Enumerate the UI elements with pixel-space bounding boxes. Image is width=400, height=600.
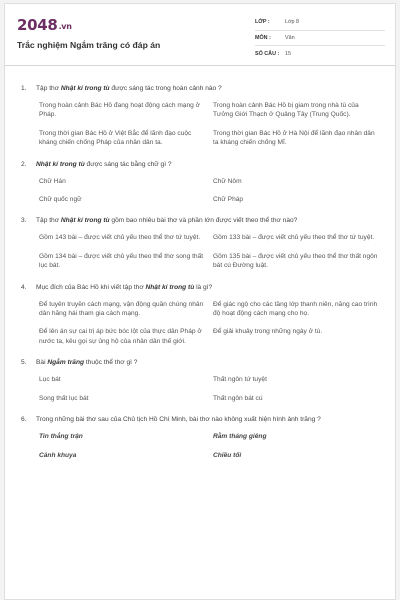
answer-option[interactable]: Chữ Pháp [213, 196, 244, 204]
answer-option[interactable]: Gồm 143 bài – được viết chủ yếu theo thể thơ tứ tuyệt. [39, 234, 201, 242]
answer-option[interactable]: Tin thắng trận [39, 433, 83, 441]
answer-option[interactable]: Cảnh khuya [39, 451, 77, 459]
answer-options [39, 432, 396, 460]
site-logo[interactable] [17, 16, 72, 34]
answer-option[interactable]: Thất ngôn bát cú [213, 394, 263, 402]
answer-option[interactable]: Lục bát [39, 376, 61, 384]
question-text [5, 283, 396, 292]
answer-option[interactable]: Để giác ngộ cho các tầng lớp thanh niên, năng cao trình độ hoạt động cách mạng cho họ. [213, 300, 378, 318]
answer-option[interactable]: Trong thời gian Bác Hồ ở Việt Bắc để lãnh đạo cuộc kháng chiến chống Pháp của nhân dân ta. [39, 129, 192, 147]
question-emphasis: Nhật kí trong tù [145, 283, 195, 291]
question-text [5, 216, 396, 225]
document-header [5, 4, 395, 66]
answer-option[interactable]: Gồm 134 bài – được viết chủ yếu theo thể thơ song thất lục bát. [39, 252, 204, 270]
answer-option[interactable]: Trong thời gian Bác Hồ ở Hà Nội để lãnh đạo nhân dân ta kháng chiến chống Mĩ. [213, 129, 375, 147]
question-text-part: được sáng tác trong hoàn cảnh nào ? [109, 85, 222, 92]
question-item [5, 283, 396, 347]
question-number: 6. [21, 416, 27, 424]
logo-domain: .vn [58, 22, 72, 31]
question-text [5, 358, 396, 367]
answer-option[interactable]: Chiều tối [213, 451, 242, 459]
question-number: 1. [21, 85, 27, 92]
question-emphasis: Nhật kí trong tù [60, 85, 110, 92]
answer-option[interactable]: Gồm 135 bài – được viết chủ yếu theo thể thơ thất ngôn bát cú Đường luật. [213, 252, 378, 270]
answer-option[interactable]: Chữ quốc ngữ [39, 196, 82, 204]
question-text-part: Mục đích của Bác Hồ khi viết tập thơ [36, 283, 146, 291]
answer-options [39, 375, 396, 403]
question-item [5, 415, 396, 460]
answer-options [39, 101, 396, 148]
answer-option[interactable]: Trong hoàn cảnh Bác Hồ bị giam trong nhà tù của Tưởng Giới Thạch ở Quảng Tây (Trung Quốc). [213, 102, 359, 119]
question-text [5, 84, 396, 93]
meta-value: Lớp 8 [285, 19, 300, 26]
answer-option[interactable]: Gồm 133 bài – được viết chủ yếu theo thể thơ tứ tuyệt. [213, 234, 375, 242]
question-emphasis: Nhật kí trong tù [36, 160, 85, 168]
answer-option[interactable]: Để lên án sự cai trị áp bức bóc lột của thực dân Pháp ở nước ta, kêu gọi sự ủng hộ của nhân dân thế giới. [39, 328, 202, 345]
question-text [5, 415, 396, 424]
meta-value: 15 [285, 50, 291, 57]
question-emphasis: Ngắm trăng [47, 359, 85, 367]
question-item [5, 160, 396, 205]
document-sheet [4, 3, 396, 600]
question-number: 5. [21, 359, 27, 367]
question-text-part: được sáng tác bằng chữ gì ? [84, 160, 172, 168]
document-title: Trắc nghiệm Ngắm trăng có đáp án [17, 40, 161, 50]
answer-option[interactable]: Rằm tháng giêng [213, 433, 267, 441]
question-item [5, 216, 396, 270]
question-text-part: thuộc thể thơ gì ? [84, 359, 138, 367]
question-emphasis: Nhật kí trong tù [60, 217, 110, 225]
question-text-part: Tập thơ [36, 85, 61, 92]
question-number: 4. [21, 283, 27, 291]
document-meta [255, 15, 385, 62]
question-text-part: Trong những bài thơ sau của Chủ tịch Hồ Chí Minh, bài thơ nào không xuất hiện hình ảnh trăng ? [36, 416, 321, 424]
question-item [5, 358, 396, 403]
question-text [5, 160, 396, 169]
answer-option[interactable]: Trong hoàn cảnh Bác Hồ đang hoạt động cách mạng ở Pháp. [39, 102, 200, 119]
meta-value: Văn [285, 34, 295, 41]
logo-text: 2048 [17, 16, 58, 34]
question-text-part: Bài [36, 359, 48, 367]
question-text-part: là gì? [194, 283, 213, 291]
meta-row-subject [255, 31, 385, 47]
meta-key: MÔN : [255, 34, 271, 41]
meta-row-class [255, 15, 385, 31]
question-text-part: gồm bao nhiêu bài thơ và phần lớn được viết theo thể thơ nào? [109, 217, 298, 225]
answer-option[interactable]: Thất ngôn tứ tuyệt [213, 376, 267, 384]
answer-option[interactable]: Chữ Nôm [213, 177, 242, 185]
answer-options [39, 233, 396, 270]
question-item [5, 84, 396, 148]
answer-option[interactable]: Chữ Hán [39, 177, 66, 185]
meta-key: LỚP : [255, 19, 270, 26]
question-text-part: Tập thơ [36, 217, 61, 225]
question-list [5, 84, 396, 472]
answer-options [39, 177, 396, 205]
meta-key: SỐ CÂU : [255, 50, 280, 57]
question-number: 2. [21, 160, 27, 168]
meta-row-count [255, 46, 385, 62]
question-number: 3. [21, 217, 27, 225]
answer-option[interactable]: Để giải khuây trong những ngày ở tù. [213, 328, 323, 336]
answer-option[interactable]: Song thất lục bát [39, 394, 89, 402]
answer-options [39, 300, 396, 347]
answer-option[interactable]: Để tuyên truyền cách mạng, vận động quần chúng nhân dân hăng hái tham gia cách mạng. [39, 300, 204, 318]
